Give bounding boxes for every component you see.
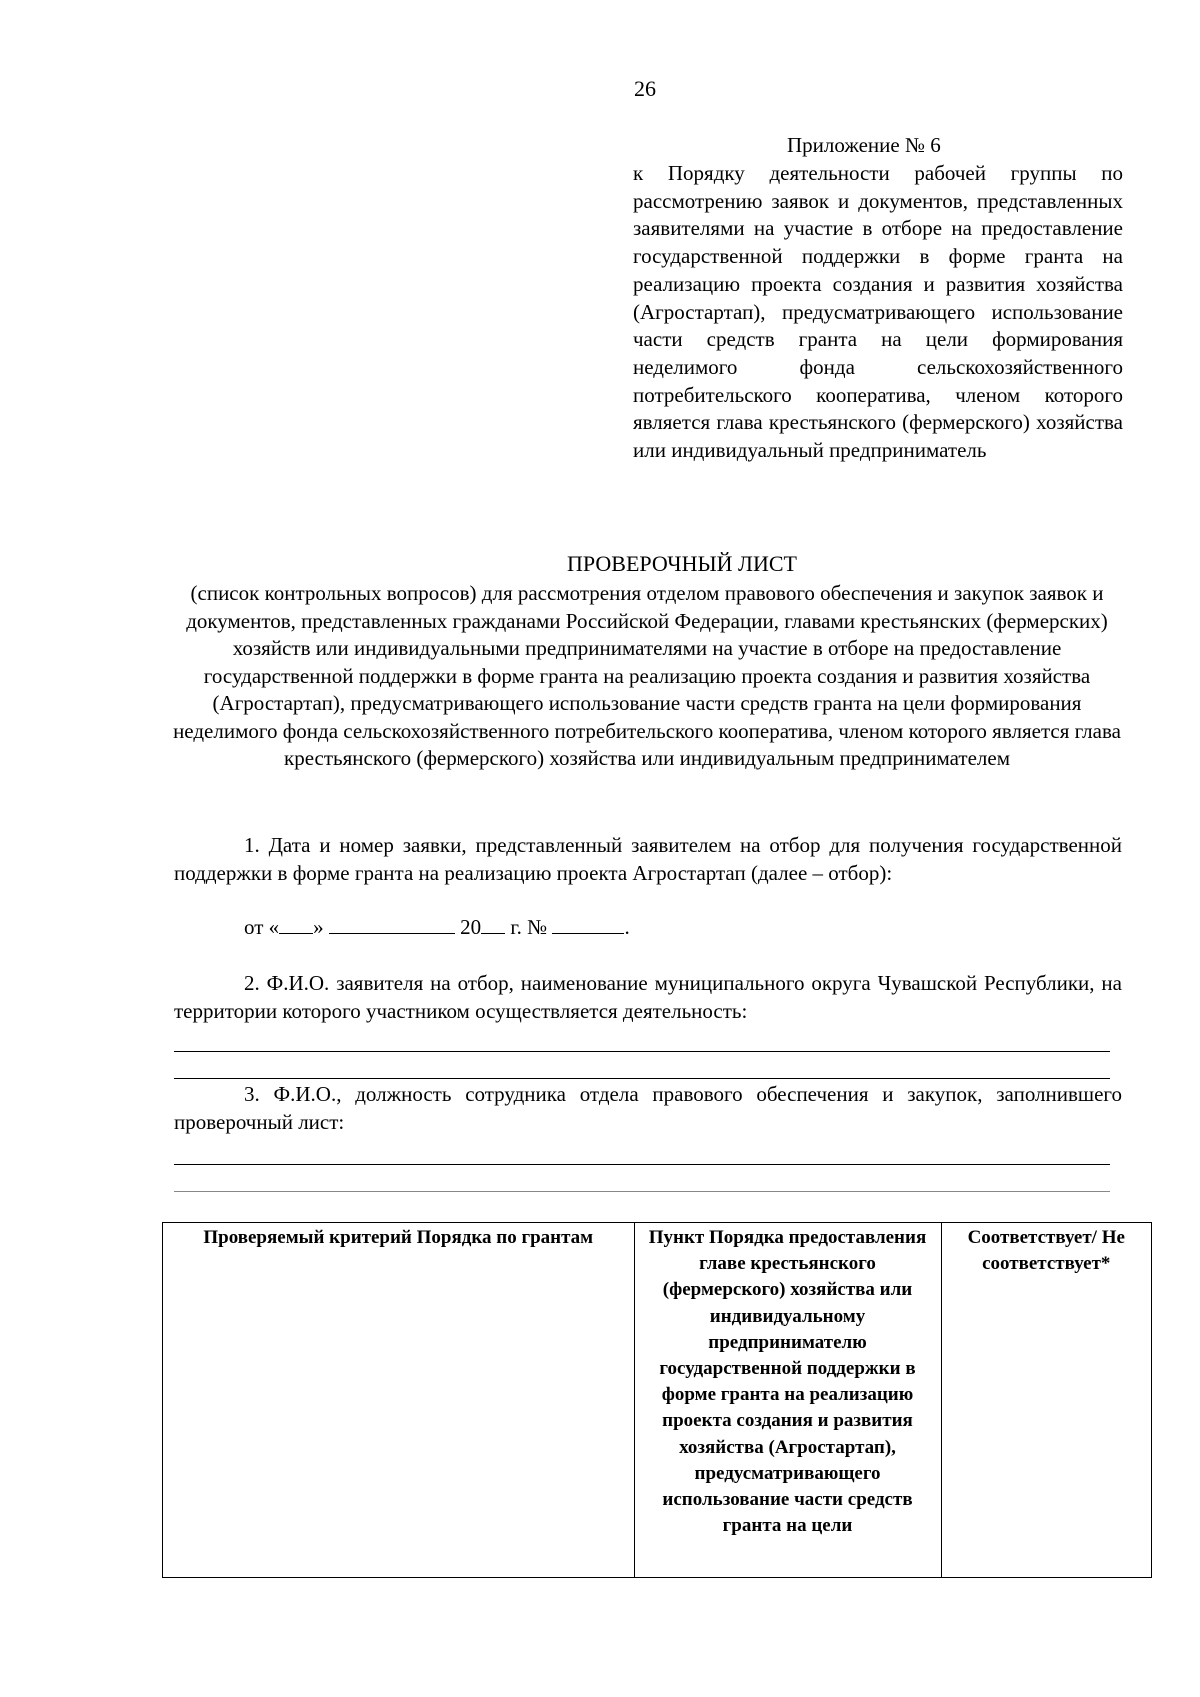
section-2-fill-line-1[interactable] [174, 1051, 1110, 1052]
section-2-text: 2. Ф.И.О. заявителя на отбор, наименование муниципального округа Чувашской Республики, на территории которого участником осуществляется деятельность: [174, 971, 1122, 1023]
criteria-table [162, 1222, 1152, 1578]
date-mid: » [313, 915, 324, 939]
year-suffix: г. № [510, 915, 548, 939]
month-field[interactable] [329, 915, 455, 934]
section-3-fill-line-1[interactable] [174, 1164, 1110, 1165]
header-compliance: Соответствует/ Не соответствует* [941, 1223, 1152, 1578]
appendix-title: Приложение № 6 [787, 133, 941, 157]
appendix-text: к Порядку деятельности рабочей группы по рассмотрению заявок и документов, представленных заявителями на участие в отборе на предоставление государственной поддержки в форме гранта на реализацию проекта создания и развития хозяйства (Агростартап), предусматривающего использование части средств гранта на цели формирования неделимого фонда сельскохозяйственного потребительского кооператива, членом которого является глава крестьянского (фермерского) хозяйства или индивидуальный предприниматель [633, 161, 1123, 463]
year-prefix: 20 [460, 915, 482, 939]
page-number: 26 [634, 76, 656, 101]
application-number-field[interactable] [552, 915, 624, 934]
document-title: ПРОВЕРОЧНЫЙ ЛИСТ [567, 551, 797, 576]
date-prefix: от « [244, 915, 280, 939]
header-criterion: Проверяемый критерий Порядка по грантам [163, 1223, 635, 1578]
document-subtitle: (список контрольных вопросов) для рассмотрения отделом правового обеспечения и закупок заявок и документов, представленных гражданами Российской Федерации, главами крестьянских (фермерских) хозяйств или индивидуальными предпринимателями на участие в отборе на предоставление государственной поддержки в форме гранта на реализацию проекта создания и развития хозяйства (Агростартап), предусматривающего использование части средств гранта на цели формирования неделимого фонда сельскохозяйственного потребительского кооператива, членом которого является глава крестьянского (фермерского) хозяйства или индивидуальным предпринимателем [173, 581, 1121, 770]
section-2-fill-line-2[interactable] [174, 1078, 1110, 1079]
application-date-line [244, 915, 630, 940]
section-3-text: 3. Ф.И.О., должность сотрудника отдела правового обеспечения и закупок, заполнившего проверочный лист: [174, 1082, 1122, 1134]
section-1-text: 1. Дата и номер заявки, представленный заявителем на отбор для получения государственной поддержки в форме гранта на реализацию проекта Агростартап (далее – отбор): [174, 833, 1122, 885]
year-field[interactable] [481, 915, 505, 934]
table-header-row [163, 1223, 1152, 1578]
section-3-fill-line-2[interactable] [174, 1191, 1110, 1192]
header-order-clause: Пункт Порядка предоставления главе крестьянского (фермерского) хозяйства или индивидуальному предпринимателю государственной поддержки в форме гранта на реализацию проекта создания и развития хозяйства (Агростартап), предусматривающего использование части средств гранта на цели [634, 1223, 941, 1578]
day-field[interactable] [279, 915, 313, 934]
date-end: . [624, 915, 630, 939]
